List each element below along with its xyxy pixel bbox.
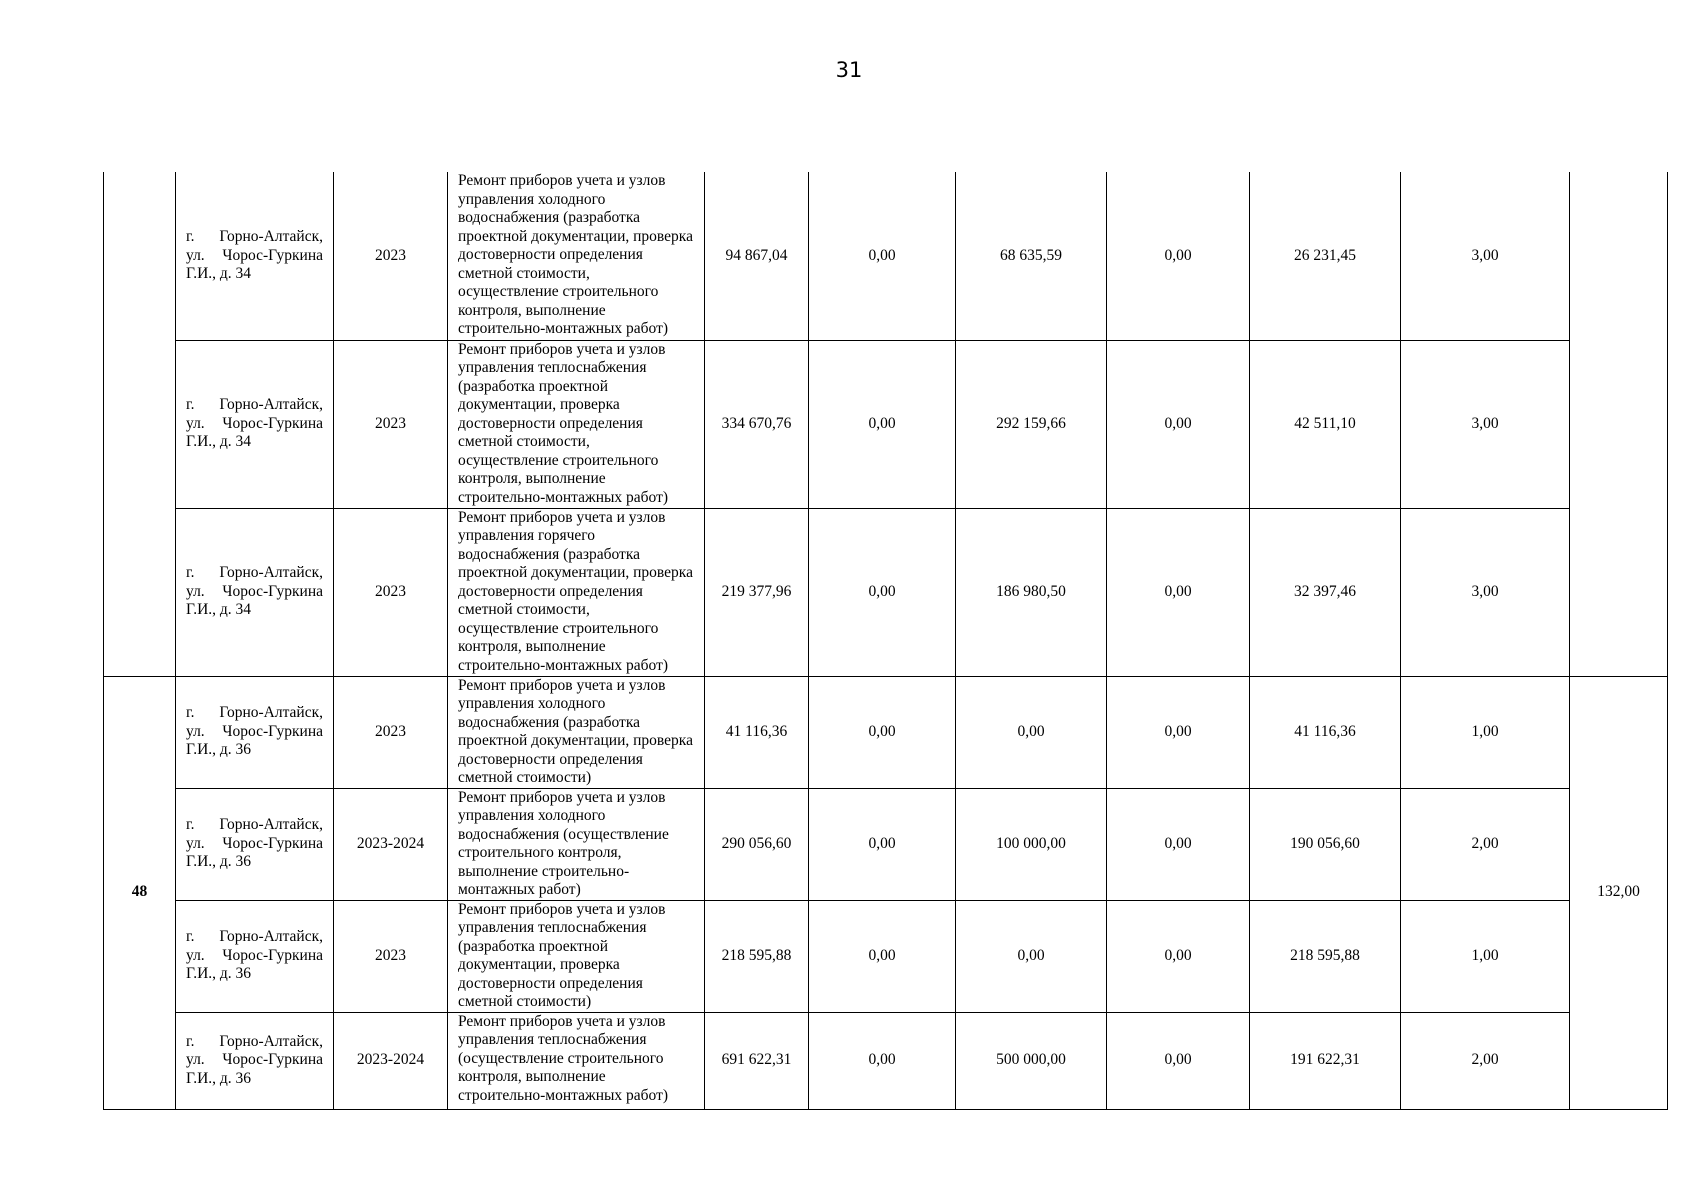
- fund-c-cell: 0,00: [1107, 172, 1250, 340]
- fund-a-cell: 0,00: [809, 508, 956, 676]
- object-total-cell: [1570, 172, 1668, 676]
- cost-total-cell: 219 377,96: [705, 508, 809, 676]
- fund-c-cell: 0,00: [1107, 900, 1250, 1012]
- fund-b-cell: 0,00: [956, 676, 1107, 788]
- fund-a-cell: 0,00: [809, 340, 956, 508]
- cost-total-cell: 334 670,76: [705, 340, 809, 508]
- fund-d-cell: 42 511,10: [1250, 340, 1401, 508]
- fund-d-cell: 41 116,36: [1250, 676, 1401, 788]
- address-cell: г. Горно-Алтайск, ул. Чорос-Гуркина Г.И., д. 36: [176, 1012, 334, 1109]
- table-row: [104, 1012, 1668, 1109]
- unit-cost-cell: 3,00: [1401, 172, 1570, 340]
- table-row: [104, 676, 1668, 788]
- fund-c-cell: 0,00: [1107, 508, 1250, 676]
- cost-total-cell: 94 867,04: [705, 172, 809, 340]
- unit-cost-cell: 2,00: [1401, 1012, 1570, 1109]
- object-total-cell: 132,00: [1570, 676, 1668, 1109]
- address-cell: г. Горно-Алтайск, ул. Чорос-Гуркина Г.И., д. 34: [176, 172, 334, 340]
- fund-d-cell: 218 595,88: [1250, 900, 1401, 1012]
- fund-a-cell: 0,00: [809, 900, 956, 1012]
- fund-c-cell: 0,00: [1107, 340, 1250, 508]
- repair-works-table: [103, 172, 1668, 1110]
- work-description-cell: Ремонт приборов учета и узлов управления теплоснабжения (разработка проектной документации, проверка достоверности определения сметной стоимости): [448, 900, 705, 1012]
- years-cell: 2023: [334, 676, 448, 788]
- unit-cost-cell: 1,00: [1401, 676, 1570, 788]
- table-row: [104, 508, 1668, 676]
- fund-a-cell: 0,00: [809, 1012, 956, 1109]
- fund-c-cell: 0,00: [1107, 788, 1250, 900]
- years-cell: 2023-2024: [334, 788, 448, 900]
- table-row: [104, 900, 1668, 1012]
- address-cell: г. Горно-Алтайск, ул. Чорос-Гуркина Г.И., д. 34: [176, 340, 334, 508]
- table-row: [104, 788, 1668, 900]
- work-description-cell: Ремонт приборов учета и узлов управления холодного водоснабжения (разработка проектной документации, проверка достоверности определения сметной стоимости, осуществление строительного контроля, выполнение строительно-монтажных работ): [448, 172, 705, 340]
- table-row: [104, 340, 1668, 508]
- years-cell: 2023-2024: [334, 1012, 448, 1109]
- address-cell: г. Горно-Алтайск, ул. Чорос-Гуркина Г.И., д. 36: [176, 900, 334, 1012]
- cost-total-cell: 41 116,36: [705, 676, 809, 788]
- address-cell: г. Горно-Алтайск, ул. Чорос-Гуркина Г.И., д. 36: [176, 676, 334, 788]
- years-cell: 2023: [334, 508, 448, 676]
- object-number-cell: 48: [104, 676, 176, 1109]
- cost-total-cell: 218 595,88: [705, 900, 809, 1012]
- table-row: [104, 172, 1668, 340]
- years-cell: 2023: [334, 340, 448, 508]
- years-cell: 2023: [334, 172, 448, 340]
- unit-cost-cell: 3,00: [1401, 508, 1570, 676]
- unit-cost-cell: 2,00: [1401, 788, 1570, 900]
- fund-b-cell: 500 000,00: [956, 1012, 1107, 1109]
- fund-a-cell: 0,00: [809, 172, 956, 340]
- unit-cost-cell: 1,00: [1401, 900, 1570, 1012]
- work-description-cell: Ремонт приборов учета и узлов управления горячего водоснабжения (разработка проектной документации, проверка достоверности определения сметной стоимости, осуществление строительного контроля, выполнение строительно-монтажных работ): [448, 508, 705, 676]
- object-number-cell: [104, 172, 176, 676]
- fund-d-cell: 191 622,31: [1250, 1012, 1401, 1109]
- years-cell: 2023: [334, 900, 448, 1012]
- fund-b-cell: 0,00: [956, 900, 1107, 1012]
- work-description-cell: Ремонт приборов учета и узлов управления холодного водоснабжения (осуществление строительного контроля, выполнение строительно-монтажных работ): [448, 788, 705, 900]
- fund-a-cell: 0,00: [809, 788, 956, 900]
- work-description-cell: Ремонт приборов учета и узлов управления теплоснабжения (разработка проектной документации, проверка достоверности определения сметной стоимости, осуществление строительного контроля, выполнение строительно-монтажных работ): [448, 340, 705, 508]
- address-cell: г. Горно-Алтайск, ул. Чорос-Гуркина Г.И., д. 36: [176, 788, 334, 900]
- fund-b-cell: 68 635,59: [956, 172, 1107, 340]
- page-number: 31: [835, 58, 863, 82]
- fund-c-cell: 0,00: [1107, 676, 1250, 788]
- work-description-cell: Ремонт приборов учета и узлов управления теплоснабжения (осуществление строительного контроля, выполнение строительно-монтажных работ): [448, 1012, 705, 1109]
- fund-b-cell: 186 980,50: [956, 508, 1107, 676]
- fund-b-cell: 292 159,66: [956, 340, 1107, 508]
- work-description-cell: Ремонт приборов учета и узлов управления холодного водоснабжения (разработка проектной документации, проверка достоверности определения сметной стоимости): [448, 676, 705, 788]
- fund-c-cell: 0,00: [1107, 1012, 1250, 1109]
- fund-d-cell: 190 056,60: [1250, 788, 1401, 900]
- fund-b-cell: 100 000,00: [956, 788, 1107, 900]
- fund-d-cell: 32 397,46: [1250, 508, 1401, 676]
- fund-d-cell: 26 231,45: [1250, 172, 1401, 340]
- fund-a-cell: 0,00: [809, 676, 956, 788]
- unit-cost-cell: 3,00: [1401, 340, 1570, 508]
- address-cell: г. Горно-Алтайск, ул. Чорос-Гуркина Г.И., д. 34: [176, 508, 334, 676]
- cost-total-cell: 691 622,31: [705, 1012, 809, 1109]
- cost-total-cell: 290 056,60: [705, 788, 809, 900]
